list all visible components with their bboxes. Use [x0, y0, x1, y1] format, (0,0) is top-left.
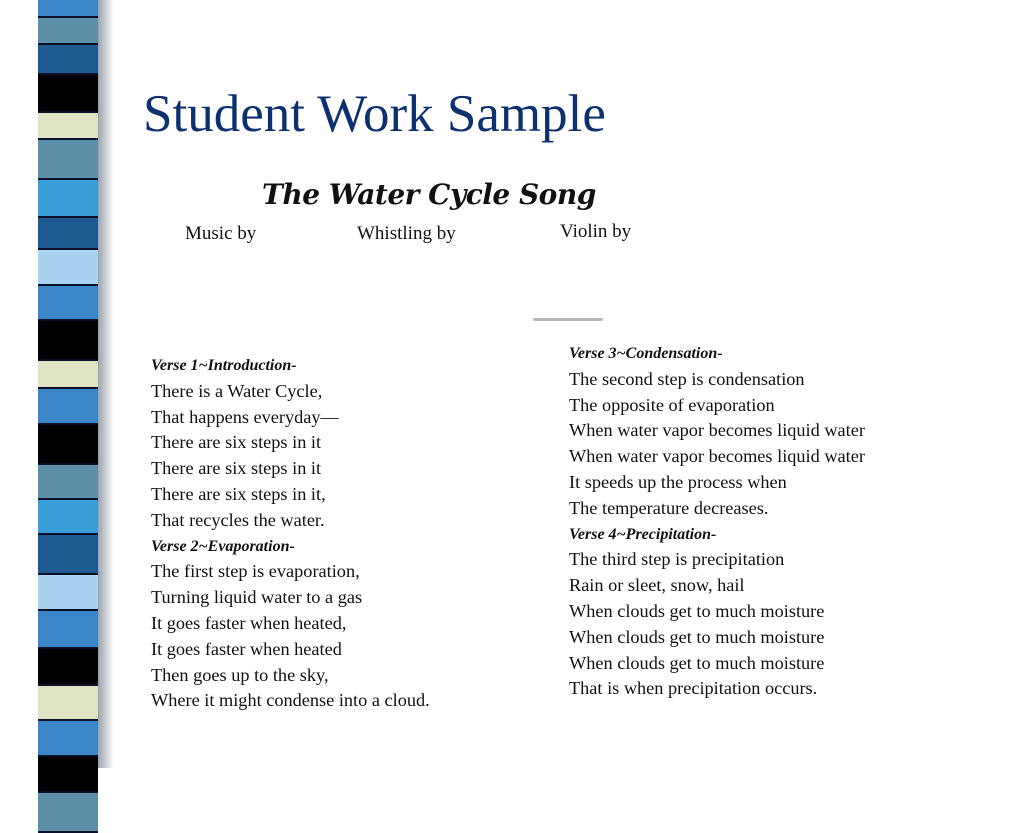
stripe-segment — [38, 649, 98, 686]
stripe-segment — [38, 721, 98, 757]
verse-heading: Verse 4~Precipitation- — [569, 525, 717, 543]
verse-heading: Verse 2~Evaporation- — [151, 537, 295, 555]
stripe-segment — [38, 18, 98, 45]
stripe-segment — [38, 425, 98, 465]
stripe-segment — [38, 250, 98, 286]
lyric-line: When water vapor becomes liquid water — [569, 420, 865, 441]
stripe-segment — [38, 218, 98, 250]
verse-heading: Verse 1~Introduction- — [151, 357, 297, 374]
decorative-stripe — [38, 0, 98, 768]
lyric-line: It goes faster when heated — [151, 638, 342, 659]
lyric-line: The second step is condensation — [569, 368, 805, 389]
lyric-line: Turning liquid water to a gas — [151, 587, 363, 608]
lyrics-left-column — [151, 353, 430, 714]
verse-heading: Verse 3~Condensation- — [569, 345, 723, 362]
stripe-segment — [38, 575, 98, 611]
credit-violin: Violin by — [560, 221, 632, 242]
lyric-line: There are six steps in it — [151, 432, 322, 453]
stripe-segment — [38, 75, 98, 113]
lyric-line: The third step is precipitation — [569, 549, 785, 570]
lyric-line: When water vapor becomes liquid water — [569, 446, 865, 467]
slide-title: Student Work Sample — [143, 85, 606, 143]
lyric-line: The first step is evaporation, — [151, 561, 360, 582]
lyric-line: That is when precipitation occurs. — [569, 678, 818, 699]
stripe-segment — [38, 793, 98, 833]
stripe-segment — [38, 361, 98, 389]
lyric-line: There is a Water Cycle, — [151, 380, 323, 401]
lyric-line: It speeds up the process when — [569, 471, 787, 492]
stripe-segment — [38, 389, 98, 425]
lyric-line: The opposite of evaporation — [569, 394, 775, 415]
song-title: The Water Cycle Song — [262, 178, 596, 211]
lyric-line: There are six steps in it — [151, 458, 322, 479]
stripe-segment — [38, 113, 98, 140]
lyric-line: There are six steps in it, — [151, 483, 326, 504]
scan-smudge — [533, 318, 603, 321]
credit-music: Music by — [185, 223, 257, 244]
stripe-segment — [38, 140, 98, 180]
stripe-segment — [38, 180, 98, 218]
stripe-segment — [38, 465, 98, 500]
lyric-line: When clouds get to much moisture — [569, 626, 825, 647]
lyric-line: When clouds get to much moisture — [569, 652, 825, 673]
stripe-segment — [38, 686, 98, 721]
credit-whistling: Whistling by — [357, 223, 456, 244]
stripe-segment — [38, 321, 98, 361]
lyric-line: It goes faster when heated, — [151, 612, 347, 633]
stripe-segment — [38, 500, 98, 535]
lyric-line: That happens everyday— — [151, 406, 339, 427]
stripe-shadow — [98, 0, 114, 768]
lyric-line: When clouds get to much moisture — [569, 600, 825, 621]
stripe-segment — [38, 286, 98, 321]
lyric-line: The temperature decreases. — [569, 497, 769, 518]
lyric-line: Rain or sleet, snow, hail — [569, 575, 745, 596]
lyric-line: That recycles the water. — [151, 509, 325, 530]
stripe-segment — [38, 611, 98, 649]
stripe-segment — [38, 757, 98, 793]
lyric-line: Then goes up to the sky, — [151, 664, 329, 685]
stripe-segment — [38, 535, 98, 575]
lyric-line: Where it might condense into a cloud. — [151, 690, 430, 711]
stripe-segment — [38, 0, 98, 18]
stripe-segment — [38, 45, 98, 75]
lyrics-right-column — [569, 341, 865, 702]
